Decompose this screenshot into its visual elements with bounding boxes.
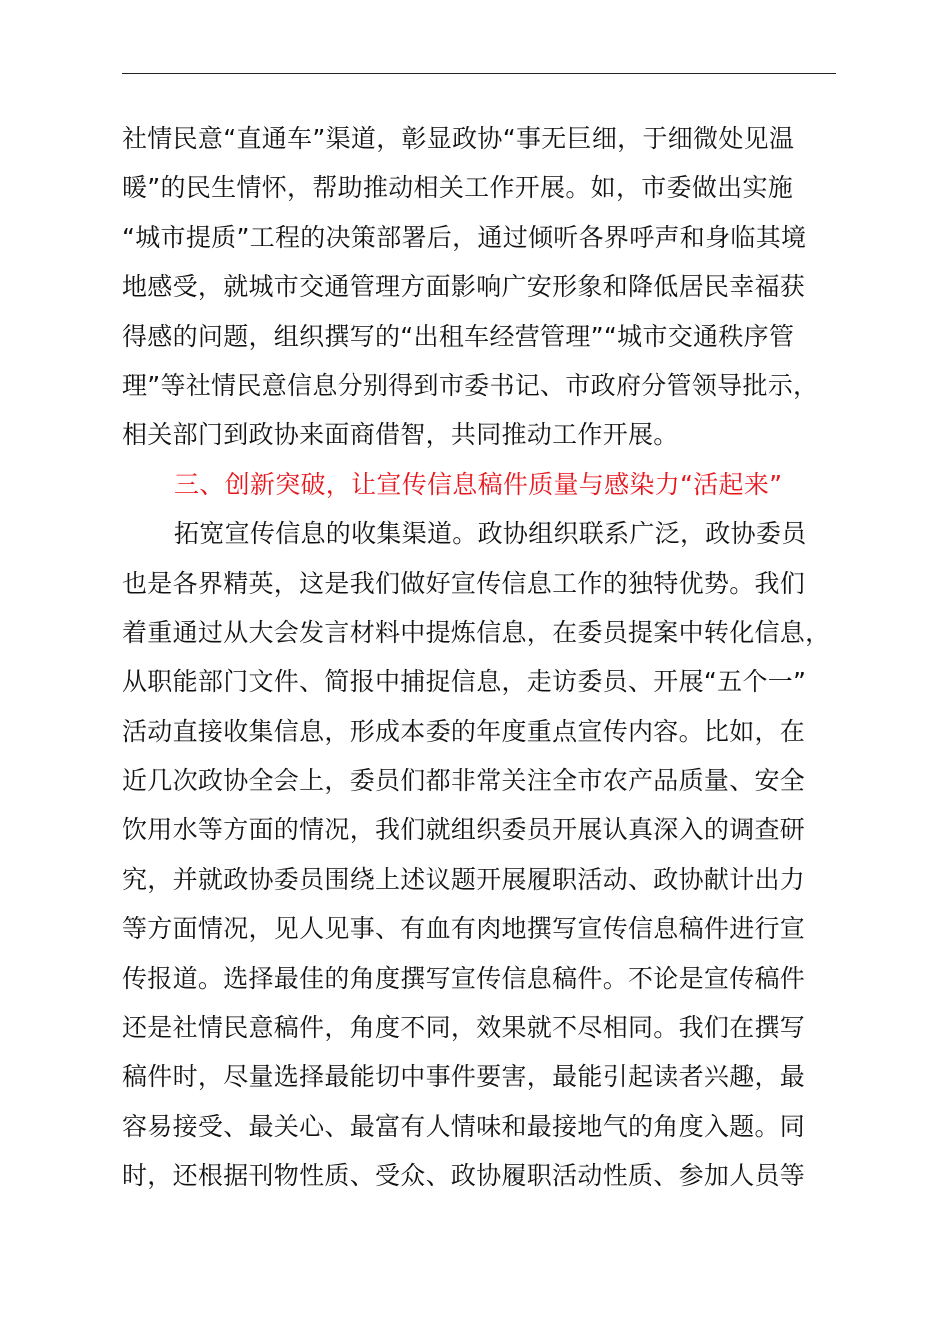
section-heading: 三、创新突破，让宣传信息稿件质量与感染力“活起来”: [174, 469, 783, 499]
paragraph-line: 容易接受、最关心、最富有人情味和最接地气的角度入题。同: [122, 1111, 806, 1141]
paragraph-line: 近几次政协全会上，委员们都非常关注全市农产品质量、安全: [122, 766, 806, 796]
paragraph-line: 得感的问题，组织撰写的“出租车经营管理”“城市交通秩序管: [122, 321, 795, 351]
paragraph-line: 拓宽宣传信息的收集渠道。政协组织联系广泛，政协委员: [174, 519, 807, 549]
paragraph-line: 稿件时，尽量选择最能切中事件要害，最能引起读者兴趣，最: [122, 1062, 806, 1092]
paragraph-line: 活动直接收集信息，形成本委的年度重点宣传内容。比如，在: [122, 716, 806, 746]
paragraph-line: 从职能部门文件、简报中捕捉信息，走访委员、开展“五个一”: [122, 667, 807, 697]
paragraph-line: 还是社情民意稿件，角度不同，效果就不尽相同。我们在撰写: [122, 1013, 806, 1043]
paragraph-line: 地感受，就城市交通管理方面影响广安形象和降低居民幸福获: [122, 272, 806, 302]
paragraph-line: 着重通过从大会发言材料中提炼信息，在委员提案中转化信息，: [122, 617, 831, 647]
paragraph-line: 传报道。选择最佳的角度撰写宣传信息稿件。不论是宣传稿件: [122, 963, 806, 993]
paragraph-line: 相关部门到政协来面商借智，共同推动工作开展。: [122, 420, 679, 450]
paragraph-line: 时，还根据刊物性质、受众、政协履职活动性质、参加人员等: [122, 1161, 806, 1191]
paragraph-line: 理”等社情民意信息分别得到市委书记、市政府分管领导批示，: [122, 370, 819, 400]
paragraph-line: 究，并就政协委员围绕上述议题开展履职活动、政协献计出力: [122, 864, 806, 894]
document-body: [122, 114, 838, 1201]
header-rule: [122, 73, 836, 74]
paragraph-line: 暖”的民生情怀，帮助推动相关工作开展。如，市委做出实施: [122, 173, 794, 203]
paragraph-line: 等方面情况，见人见事、有血有肉地撰写宣传信息稿件进行宣: [122, 914, 806, 944]
paragraph-line: “城市提质”工程的决策部署后，通过倾听各界呼声和身临其境: [122, 222, 807, 252]
paragraph-line: 饮用水等方面的情况，我们就组织委员开展认真深入的调查研: [122, 815, 806, 845]
paragraph-line: 社情民意“直通车”渠道，彰显政协“事无巨细，于细微处见温: [122, 124, 795, 153]
paragraph-line: 也是各界精英，这是我们做好宣传信息工作的独特优势。我们: [122, 568, 806, 598]
